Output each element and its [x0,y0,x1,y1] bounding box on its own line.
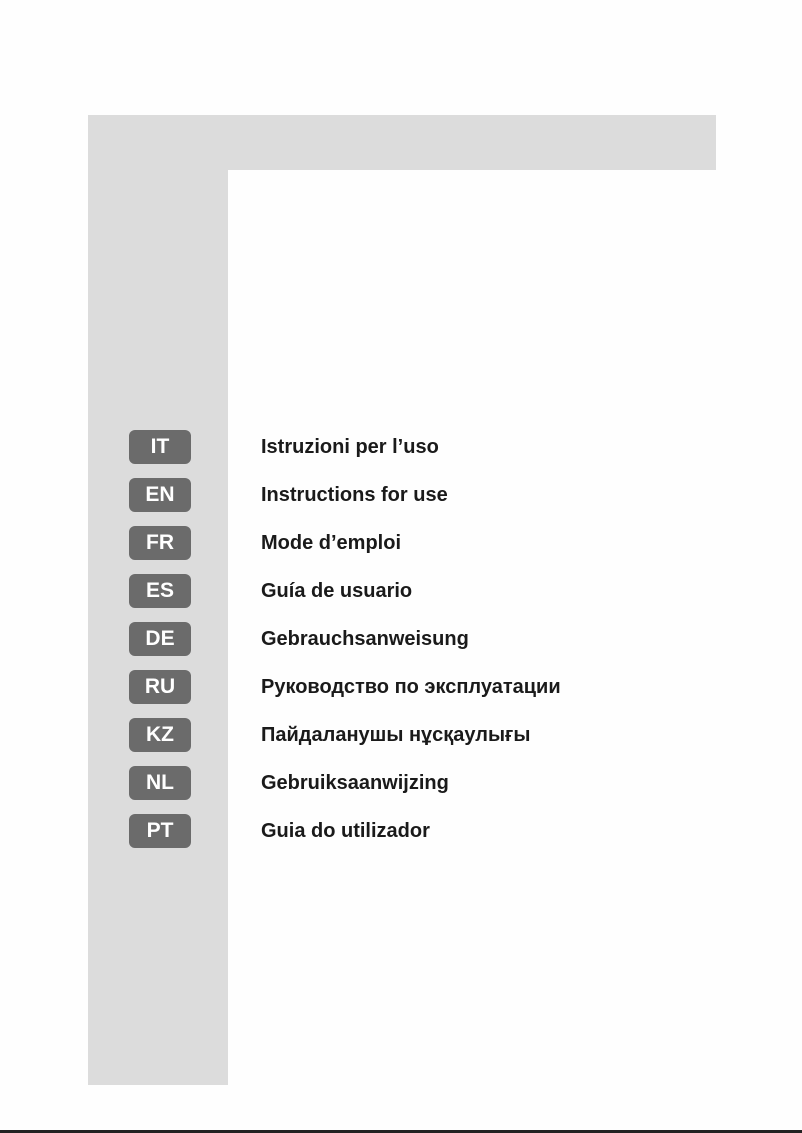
language-code-badge: PT [129,814,191,848]
manual-title: Пайдаланушы нұсқаулығы [261,723,531,746]
manual-title: Istruzioni per l’uso [261,435,439,458]
language-entry-en [129,477,448,513]
language-code-badge: KZ [129,718,191,752]
language-code-badge: IT [129,430,191,464]
language-code-badge: DE [129,622,191,656]
manual-title: Mode d’emploi [261,531,401,554]
manual-title: Guia do utilizador [261,819,430,842]
manual-title: Gebruiksaanwijzing [261,771,449,794]
language-entry-fr [129,525,401,561]
manual-title: Gebrauchsanweisung [261,627,469,650]
language-entry-pt [129,813,430,849]
language-entry-it [129,429,439,465]
language-entry-kz [129,717,531,753]
language-code-badge: RU [129,670,191,704]
language-code-badge: NL [129,766,191,800]
language-entry-ru [129,669,561,705]
manual-title: Руководство по эксплуатации [261,675,561,698]
language-entry-nl [129,765,449,801]
language-code-badge: FR [129,526,191,560]
language-code-badge: ES [129,574,191,608]
manual-title: Guía de usuario [261,579,413,602]
language-entry-de [129,621,469,657]
language-code-badge: EN [129,478,191,512]
manual-title: Instructions for use [261,483,448,506]
language-entry-es [129,573,413,609]
